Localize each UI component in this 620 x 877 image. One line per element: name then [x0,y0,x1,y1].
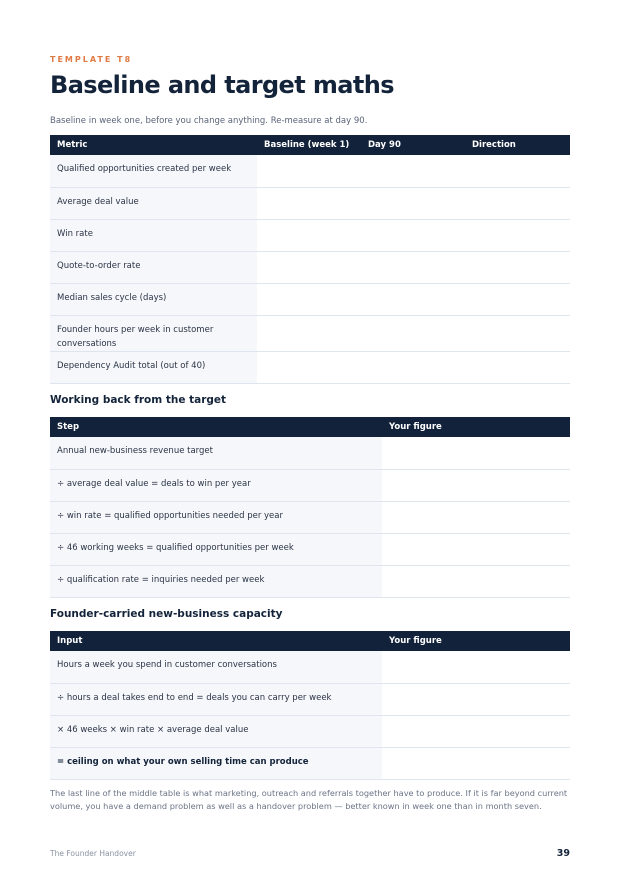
metric-label: Founder hours per week in customer conversations [50,315,257,351]
table-row [50,187,570,219]
baseline-table [50,135,570,384]
capacity-table [50,631,570,780]
column-header: Direction [465,135,570,155]
step-label: ÷ qualification rate = inquiries needed per week [50,565,382,597]
input-label: × 46 weeks × win rate × average deal value [50,715,382,747]
table-row [50,747,570,779]
direction-cell[interactable] [465,283,570,315]
day90-cell[interactable] [361,315,465,351]
step-label: ÷ 46 working weeks = qualified opportunities per week [50,533,382,565]
figure-cell[interactable] [382,437,570,469]
direction-cell[interactable] [465,219,570,251]
column-header: Your figure [382,631,570,651]
table-row [50,683,570,715]
day90-cell[interactable] [361,187,465,219]
figure-cell[interactable] [382,469,570,501]
table-header-row [50,417,570,437]
template-label: TEMPLATE T8 [50,55,133,64]
metric-label: Win rate [50,219,257,251]
day90-cell[interactable] [361,155,465,187]
step-label: ÷ average deal value = deals to win per year [50,469,382,501]
step-label: ÷ win rate = qualified opportunities needed per year [50,501,382,533]
table-row [50,351,570,383]
baseline-cell[interactable] [257,155,361,187]
column-header: Day 90 [361,135,465,155]
figure-cell[interactable] [382,501,570,533]
input-label: ÷ hours a deal takes end to end = deals you can carry per week [50,683,382,715]
day90-cell[interactable] [361,351,465,383]
table-row [50,315,570,351]
figure-cell[interactable] [382,651,570,683]
column-header: Metric [50,135,257,155]
table-row [50,469,570,501]
footnote: The last line of the middle table is what marketing, outreach and referrals together have to produce. If it is far beyond current volume, you have a demand problem as well as a handover problem — better known in week one than in month seven. [50,788,568,811]
day90-cell[interactable] [361,283,465,315]
step-label: Annual new-business revenue target [50,437,382,469]
table-row [50,283,570,315]
intro-text: Baseline in week one, before you change anything. Re-measure at day 90. [50,116,368,126]
section-heading: Working back from the target [50,394,227,406]
baseline-cell[interactable] [257,283,361,315]
input-label: Hours a week you spend in customer conversations [50,651,382,683]
column-header: Step [50,417,382,437]
figure-cell[interactable] [382,533,570,565]
figure-cell[interactable] [382,683,570,715]
metric-label: Average deal value [50,187,257,219]
table-row [50,219,570,251]
figure-cell[interactable] [382,715,570,747]
baseline-cell[interactable] [257,219,361,251]
direction-cell[interactable] [465,351,570,383]
table-row [50,651,570,683]
footer-book-title: The Founder Handover [50,849,136,858]
table-row [50,565,570,597]
metric-label: Quote-to-order rate [50,251,257,283]
baseline-cell[interactable] [257,315,361,351]
direction-cell[interactable] [465,315,570,351]
column-header: Input [50,631,382,651]
page-number: 39 [556,848,570,859]
table-row [50,501,570,533]
table-row [50,251,570,283]
day90-cell[interactable] [361,219,465,251]
metric-label: Dependency Audit total (out of 40) [50,351,257,383]
baseline-cell[interactable] [257,351,361,383]
column-header: Baseline (week 1) [257,135,361,155]
input-label: = ceiling on what your own selling time can produce [50,747,382,779]
figure-cell[interactable] [382,565,570,597]
table-row [50,533,570,565]
target-table [50,417,570,598]
baseline-cell[interactable] [257,251,361,283]
figure-cell[interactable] [382,747,570,779]
metric-label: Qualified opportunities created per week [50,155,257,187]
column-header: Your figure [382,417,570,437]
day90-cell[interactable] [361,251,465,283]
table-header-row [50,135,570,155]
table-row [50,155,570,187]
direction-cell[interactable] [465,187,570,219]
table-row [50,715,570,747]
baseline-cell[interactable] [257,187,361,219]
metric-label: Median sales cycle (days) [50,283,257,315]
direction-cell[interactable] [465,155,570,187]
direction-cell[interactable] [465,251,570,283]
table-header-row [50,631,570,651]
table-row [50,437,570,469]
page-title: Baseline and target maths [50,71,394,99]
section-heading: Founder-carried new-business capacity [50,608,283,620]
